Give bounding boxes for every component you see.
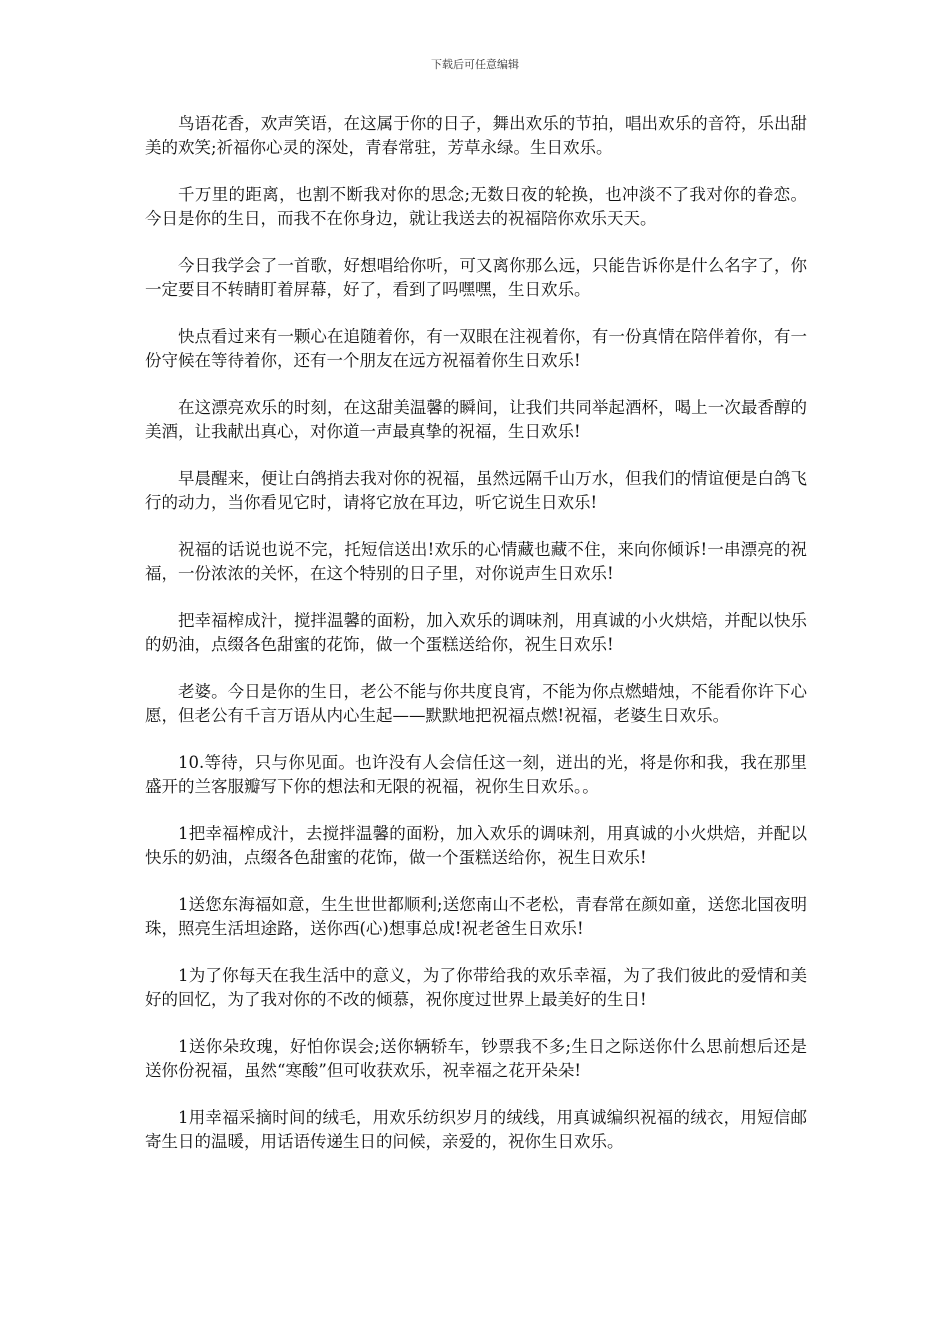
page-header: 下载后可任意编辑 [431,58,519,71]
paragraph: 1用幸福采摘时间的绒毛，用欢乐纺织岁月的绒线，用真诚编织祝福的绒衣，用短信邮寄生日的温暖，用话语传递生日的问候，亲爱的，祝你生日欢乐。 [145,1108,807,1151]
paragraph: 10.等待，只与你见面。也许没有人会信任这一刻，迸出的光，将是你和我，我在那里盛开的兰客服瓣写下你的想法和无限的祝福，祝你生日欢乐。。 [145,753,807,796]
paragraph: 把幸福榨成汁，搅拌温馨的面粉，加入欢乐的调味剂，用真诚的小火烘焙，并配以快乐的奶油，点缀各色甜蜜的花饰，做一个蛋糕送给你，祝生日欢乐! [145,611,807,654]
paragraph: 鸟语花香，欢声笑语，在这属于你的日子，舞出欢乐的节拍，唱出欢乐的音符，乐出甜美的欢笑;祈福你心灵的深处，青春常驻，芳草永绿。生日欢乐。 [145,114,807,157]
paragraph: 1送你朵玫瑰，好怕你误会;送你辆轿车，钞票我不多;生日之际送你什么思前想后还是送你份祝福，虽然“寒酸”但可收获欢乐，祝幸福之花开朵朵! [145,1037,807,1080]
paragraph: 祝福的话说也说不完，托短信送出!欢乐的心情藏也藏不住，来向你倾诉!一串漂亮的祝福，一份浓浓的关怀，在这个特别的日子里，对你说声生日欢乐! [145,540,807,583]
document-body [145,112,807,1177]
paragraph: 早晨醒来，便让白鸽捎去我对你的祝福，虽然远隔千山万水，但我们的情谊便是白鸽飞行的动力，当你看见它时，请将它放在耳边，听它说生日欢乐! [145,469,807,512]
paragraph: 1为了你每天在我生活中的意义，为了你带给我的欢乐幸福，为了我们彼此的爱情和美好的回忆，为了我对你的不改的倾慕，祝你度过世界上最美好的生日! [145,966,807,1009]
paragraph: 1送您东海福如意，生生世世都顺利;送您南山不老松，青春常在颜如童，送您北国夜明珠，照亮生活坦途路，送你西(心)想事总成!祝老爸生日欢乐! [145,895,807,938]
paragraph: 老婆。今日是你的生日，老公不能与你共度良宵，不能为你点燃蜡烛，不能看你许下心愿，但老公有千言万语从内心生起——默默地把祝福点燃!祝福，老婆生日欢乐。 [145,682,807,725]
paragraph: 1把幸福榨成汁，去搅拌温馨的面粉，加入欢乐的调味剂，用真诚的小火烘焙，并配以快乐的奶油，点缀各色甜蜜的花饰，做一个蛋糕送给你，祝生日欢乐! [145,824,807,867]
paragraph: 今日我学会了一首歌，好想唱给你听，可又离你那么远，只能告诉你是什么名字了，你一定要目不转睛盯着屏幕，好了，看到了吗嘿嘿，生日欢乐。 [145,256,807,299]
paragraph: 在这漂亮欢乐的时刻，在这甜美温馨的瞬间，让我们共同举起酒杯，喝上一次最香醇的美酒，让我献出真心，对你道一声最真挚的祝福，生日欢乐! [145,398,807,441]
paragraph: 千万里的距离，也割不断我对你的思念;无数日夜的轮换，也冲淡不了我对你的眷恋。今日是你的生日，而我不在你身边，就让我送去的祝福陪你欢乐天天。 [145,185,807,228]
paragraph: 快点看过来有一颗心在追随着你，有一双眼在注视着你，有一份真情在陪伴着你，有一份守候在等待着你，还有一个朋友在远方祝福着你生日欢乐! [145,327,807,370]
